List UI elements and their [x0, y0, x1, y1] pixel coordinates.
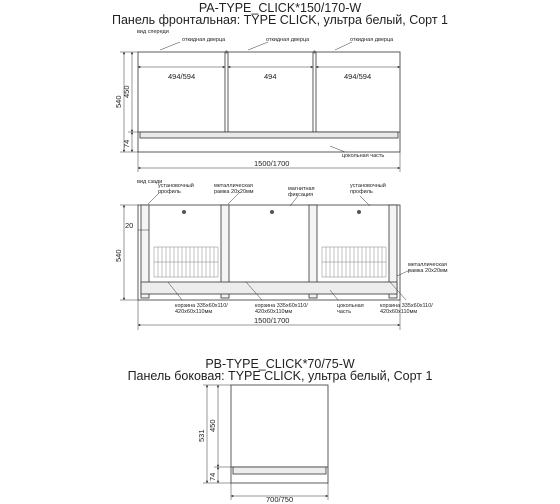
basket-label-right-2: 420х60х110мм	[380, 309, 418, 315]
back-plinth-label-1: цокольная	[337, 303, 364, 309]
dim-side-total: 531	[197, 429, 206, 442]
side-panel-title: Панель боковая: TYPE CLICK, ультра белый, Сорт 1	[127, 369, 433, 383]
basket-label-right-1: корзина 335х60х110/	[380, 303, 433, 309]
hinge-icon	[225, 51, 228, 54]
profile-label-right-1: установочный	[350, 183, 386, 189]
door-label-middle: откидная дверца	[266, 37, 310, 43]
front-panel-code: PA-TYPE_CLICK*150/170-W	[198, 1, 362, 15]
basket-label-mid-1: корзина 335х60х110/	[255, 303, 308, 309]
plinth-label: цокольная часть	[342, 153, 385, 159]
dim-front-height: 540	[114, 95, 123, 108]
dim-front-lower: 74	[122, 139, 131, 148]
metal-frame-side-label-1: металлическая	[408, 262, 447, 268]
door-label-left: откидная дверца	[182, 37, 226, 43]
dim-back-height: 540	[114, 249, 123, 262]
hinge-icon	[313, 51, 316, 54]
back-plinth-label-2: часть	[337, 309, 352, 315]
basket-grid-right	[322, 247, 386, 277]
front-view-label: вид спереди	[137, 29, 169, 35]
magnet-icon	[270, 210, 274, 214]
dim-frame-20: 20	[125, 221, 134, 230]
basket-grid-left	[154, 247, 218, 277]
magnet-label-2: фиксация	[288, 192, 314, 198]
dim-side-upper: 450	[208, 419, 217, 432]
profile-label-left-1: установочный	[158, 183, 194, 189]
profile-label-right-2: профиль	[350, 189, 373, 195]
dim-front-upper: 450	[122, 85, 131, 98]
side-panel-drawing	[231, 385, 328, 483]
basket-label-left-1: корзина 335х60х110/	[175, 303, 228, 309]
magnet-icon	[357, 210, 361, 214]
back-panel-drawing	[138, 205, 400, 300]
dim-side-lower: 74	[208, 472, 217, 481]
front-panel-title: Панель фронтальная: TYPE CLICK, ультра белый, Сорт 1	[111, 13, 449, 27]
dim-back-width: 1500/1700	[254, 316, 290, 325]
magnet-label-1: магнитная	[288, 186, 315, 192]
metal-frame-label-1: металлическая	[214, 183, 253, 189]
basket-label-mid-2: 420х60х110мм	[255, 309, 293, 315]
back-view-label: вид сзади	[137, 179, 163, 185]
door-label-right: откидная дверца	[350, 37, 394, 43]
dim-front-width: 1500/1700	[254, 159, 290, 168]
basket-label-left-2: 420х60х110мм	[175, 309, 213, 315]
dim-side-width: 700/750	[266, 495, 294, 504]
dim-left-door: 494/594	[168, 72, 196, 81]
side-panel-code: PB-TYPE_CLICK*70/75-W	[205, 357, 355, 371]
magnet-icon	[182, 210, 186, 214]
metal-frame-side-label-2: рамка 20х20мм	[408, 268, 448, 274]
profile-label-left-2: профиль	[158, 189, 181, 195]
dim-middle-door: 494	[264, 72, 277, 81]
metal-frame-label-2: рамка 20х20мм	[214, 189, 254, 195]
dim-right-door: 494/594	[344, 72, 372, 81]
